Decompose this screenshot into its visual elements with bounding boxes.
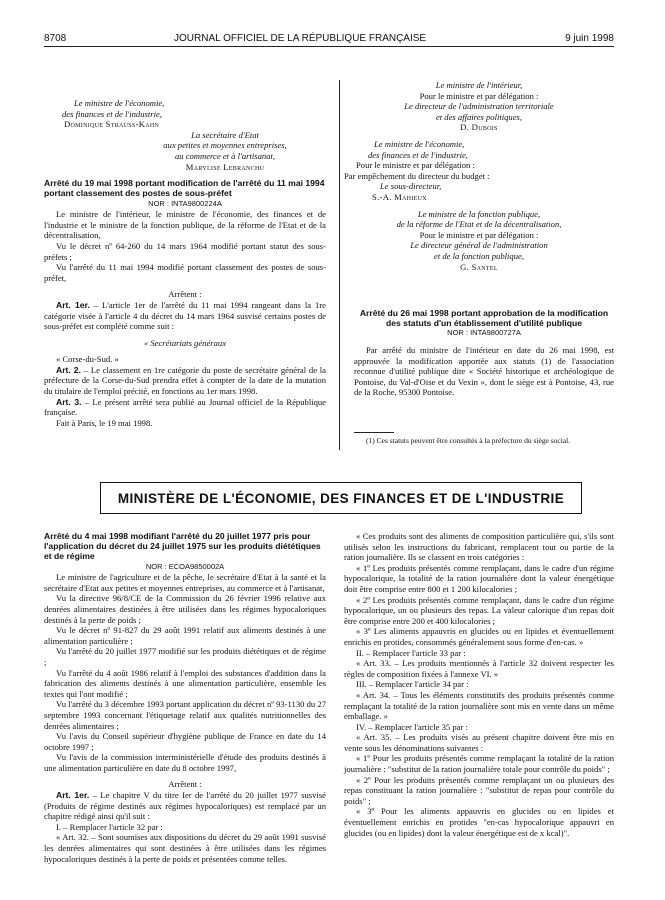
- paragraph: II. – Remplacer l'article 33 par :: [356, 647, 466, 658]
- signature-line: des finances et de l'industrie,: [62, 108, 162, 119]
- signature-name: D. Dubois: [460, 122, 498, 133]
- signature-line: Le ministre de l'économie,: [374, 138, 465, 149]
- signature-name: Dominique Strauss-Kahn: [64, 119, 160, 130]
- closing-line: Fait à Paris, le 19 mai 1998.: [56, 417, 153, 428]
- right-top-column: [344, 80, 614, 272]
- paragraph: Vu l'avis du Conseil supérieur d'hygiène publique de France en date du 14 octobre 1997 ;: [44, 731, 326, 752]
- signature-line: et des affaires politiques,: [435, 111, 523, 122]
- article-text: – Le présent arrêté sera publié au Journal officiel de la République française.: [44, 396, 326, 418]
- footnote-rule: [354, 432, 394, 433]
- paragraph: « Art. 34. – Tous les éléments constitutifs des produits présentés comme remplaçant la totalité de la ration journalière sont mis en vente dans un même emballage. »: [344, 689, 614, 722]
- paragraph: « 1º Les produits présentés comme remplaçant, dans le cadre d'un régime hypocalorique, la totalité de la ration journalière dont la valeur énergétique doit être comprise entre 800 et 1 200 kilocalories ;: [344, 562, 614, 594]
- journal-title: JOURNAL OFFICIEL DE LA RÉPUBLIQUE FRANÇAISE: [174, 33, 427, 44]
- paragraph: Le ministre de l'agriculture et de la pêche, le secrétaire d'Etat à la santé et la secrétaire d'Etat aux petites et moyennes entreprises, au commerce et à l'artisanat,: [44, 572, 326, 593]
- signature-line: de la réforme de l'Etat et de la décentralisation,: [396, 219, 562, 230]
- paragraph: « Corse-du-Sud. »: [56, 354, 119, 365]
- article-paragraph: [44, 300, 326, 332]
- article-text: – Le chapitre V du titre Ier de l'arrêté du 20 juillet 1977 susvisé (Produits de régime destinés aux régimes hypocaloriques) est remplacé par un chapitre rédigé ainsi qu'il suit :: [44, 790, 326, 822]
- arretent-heading: Arrêtent :: [168, 289, 202, 300]
- paragraph: « 3º Pour les aliments appauvris en glucides ou en lipides et éventuellement enrichis en protides "en-cas hypocalorique appauvri en glucides (ou en lipides) dont la valeur énergétique est de x kcal)".: [344, 806, 614, 838]
- paragraph: « Art. 33. – Les produits mentionnés à l'article 32 doivent respecter les règles de composition fixées à l'annexe VI. »: [344, 658, 614, 679]
- paragraph: « Art. 32. – Sont soumises aux dispositions du décret du 29 août 1991 susvisé les denrées alimentaires qui sont destinées à être utilisées dans les régimes hypocaloriques destinés à la perte de poids et présentées comme telles.: [44, 832, 326, 864]
- signature-line: des finances et de l'industrie,: [368, 149, 468, 160]
- signature-name: S.-A. Mahieux: [372, 191, 427, 202]
- nor-reference: NOR : INTA9800727A: [447, 328, 521, 338]
- nor-reference: NOR : ECOA9850002A: [145, 561, 225, 571]
- header-rule: [44, 46, 614, 47]
- signature-line: et de la fonction publique,: [434, 250, 524, 261]
- paragraph: « 2º Les produits présentés comme remplaçant, dans le cadre d'un régime hypocalorique, un ou plusieurs des repas. La valeur calorique d'un repas doit être comprise entre 200 et 400 kilocalories ;: [344, 594, 614, 626]
- article-label: Art. 3.: [56, 396, 82, 407]
- paragraph: « 2º Pour les produits présentés comme remplaçant un ou plusieurs des repas constituant la ration journalière : "substitut de repas pour contrôle du poids" ;: [344, 774, 614, 806]
- signature-line: Pour le ministre et par délégation :: [419, 229, 539, 240]
- paragraph: Vu l'arrêté du 3 décembre 1993 portant application du décret nº 93-1130 du 27 septembre 1993 concernant l'étiquetage relatif aux qualités nutritionnelles des denrées alimentaires ;: [44, 699, 326, 731]
- article-label: Art. 1er.: [56, 299, 90, 310]
- signature-line: Le ministre de la fonction publique,: [417, 208, 541, 219]
- signature-line: Le ministre de l'économie,: [74, 98, 165, 108]
- signature-line: Le directeur général de l'administration: [410, 240, 548, 251]
- paragraph: Vu l'arrêté du 11 mai 1994 modifié portant classement des postes de sous-préfet,: [44, 262, 326, 283]
- nor-reference: NOR : INTA9800224A: [148, 198, 222, 208]
- paragraph: Vu l'avis de la commission interministérielle d'étude des produits destinés à une alimentation particulière en date du 8 octobre 1997,: [44, 752, 326, 773]
- signature-line: Par empêchement du directeur du budget :: [344, 170, 490, 181]
- signature-name: Marylise Lebranchu: [185, 161, 265, 172]
- page-number: 8708: [44, 33, 67, 44]
- paragraph: I. – Remplacer l'article 32 par :: [56, 821, 163, 832]
- paragraph: Vu la directive 96/8/CE de la Commission du 26 février 1996 relative aux denrées alimentaires destinées à être utilisées dans les régimes hypocaloriques destinés à la perte de poids ;: [44, 593, 326, 625]
- paragraph: « Art. 35. – Les produits visés au présent chapitre doivent être mis en vente sous les dénominations suivantes :: [344, 732, 614, 753]
- signature-line: Pour le ministre et par délégation :: [356, 160, 475, 171]
- paragraph: « 1º Pour les produits présentés comme remplaçant la totalité de la ration journalière : "substitut de la ration journalière totale pour contrôle du poids" ;: [344, 753, 614, 775]
- article-text: – Le classement en 1re catégorie du poste de secrétaire général de la préfecture de la Corse-du-Sud prendra effet à compter de la date de la mutation du titulaire de l'emploi précité, en fonctions au 1er mars 1998.: [44, 364, 326, 397]
- paragraph: Vu le décret nº 64-260 du 14 mars 1964 modifié portant statut des sous-préfets ;: [44, 240, 326, 262]
- article-paragraph: [44, 365, 326, 397]
- paragraph: « Ces produits sont des aliments de composition particulière qui, s'ils sont utilisés selon les instructions du fabricant, remplacent tout ou partie de la ration journalière. Ils se classent en trois catégories :: [344, 531, 614, 563]
- left-top-column: [44, 98, 326, 428]
- right-bottom-column: [344, 531, 614, 838]
- signature-line: Pour le ministre et par délégation :: [419, 90, 539, 101]
- article-label: Art. 2.: [56, 364, 81, 375]
- paragraph: IV. – Remplacer l'article 35 par :: [356, 721, 468, 732]
- paragraph: Vu l'arrêté du 4 août 1986 relatif à l'emploi des substances d'addition dans la fabrication des aliments destinés à une alimentation particulière, ensemble les textes qui l'ont modifié ;: [44, 667, 326, 699]
- arretent-heading: Arrêtent :: [168, 779, 202, 790]
- signature-line: Le sous-directeur,: [380, 181, 442, 192]
- paragraph: Le ministre de l'intérieur, le ministre de l'économie, des finances et de l'industrie et le ministre de la fonction publique, de la réforme de l'Etat et de la décentralisation,: [44, 209, 326, 241]
- right-top-decree: [354, 308, 614, 398]
- issue-date: 9 juin 1998: [565, 33, 614, 44]
- paragraph: Vu l'arrêté du 20 juillet 1977 modifié sur les produits diététiques et de régime ;: [44, 646, 326, 667]
- paragraph: Par arrêté du ministre de l'intérieur en date du 26 mai 1998, est approuvée la modification apportée aux statuts (1) de l'association reconnue d'utilité publique dite « Société historique et archéologique de Pontoise, du Val-d'Oise et du Vexin », dont le siège est à Pontoise, 43, rue de la Roche, 95300 Pontoise.: [354, 345, 614, 398]
- paragraph: « 3º Les aliments appauvris en glucides ou en lipides et éventuellement enrichis en protides, consommés généralement sous forme d'en-cas. »: [344, 626, 614, 647]
- signature-line: aux petites et moyennes entreprises,: [163, 140, 287, 151]
- signature-line: Le directeur de l'administration territoriale: [404, 101, 554, 112]
- decree-title: Arrêté du 4 mai 1998 modifiant l'arrêté du 20 juillet 1977 pris pour l'application du décret du 24 juillet 1975 sur les produits diététiques et de régime: [44, 531, 321, 562]
- signature-line: au commerce et à l'artisanat,: [174, 150, 276, 161]
- decree-title: Arrêté du 26 mai 1998 portant approbation de la modification des statuts d'un établissement d'utilité publique: [359, 308, 609, 329]
- article-label: Art. 1er.: [56, 790, 90, 801]
- paragraph: III. – Remplacer l'article 34 par :: [356, 679, 469, 690]
- paragraph: Vu le décret nº 91-827 du 29 août 1991 relatif aux aliments destinés à une alimentation particulière ;: [44, 625, 326, 646]
- section-heading: « Secrétariats généraux: [143, 337, 227, 348]
- ministry-banner: MINISTÈRE DE L'ÉCONOMIE, DES FINANCES ET DE L'INDUSTRIE: [100, 482, 582, 514]
- article-paragraph: [44, 790, 326, 822]
- article-paragraph: [44, 397, 326, 418]
- signature-line: La secrétaire d'Etat: [191, 129, 259, 140]
- article-text: – L'article 1er de l'arrêté du 11 mai 1994 rangeant dans la 1re catégorie visée à l'article 4 du décret du 14 mars 1964 susvisé certains postes de sous-préfet est complété comme suit :: [44, 299, 326, 332]
- decree-title: Arrêté du 19 mai 1998 portant modification de l'arrêté du 11 mai 1994 portant classement des postes de sous-préfet: [44, 178, 325, 199]
- signature-name: G. Santel: [460, 261, 498, 272]
- signature-line: Le ministre de l'intérieur,: [435, 80, 523, 90]
- column-divider: [339, 80, 340, 450]
- left-bottom-column: [44, 531, 326, 864]
- footnote: (1) Ces statuts peuvent être consultés à la préfecture du siège social.: [366, 436, 571, 445]
